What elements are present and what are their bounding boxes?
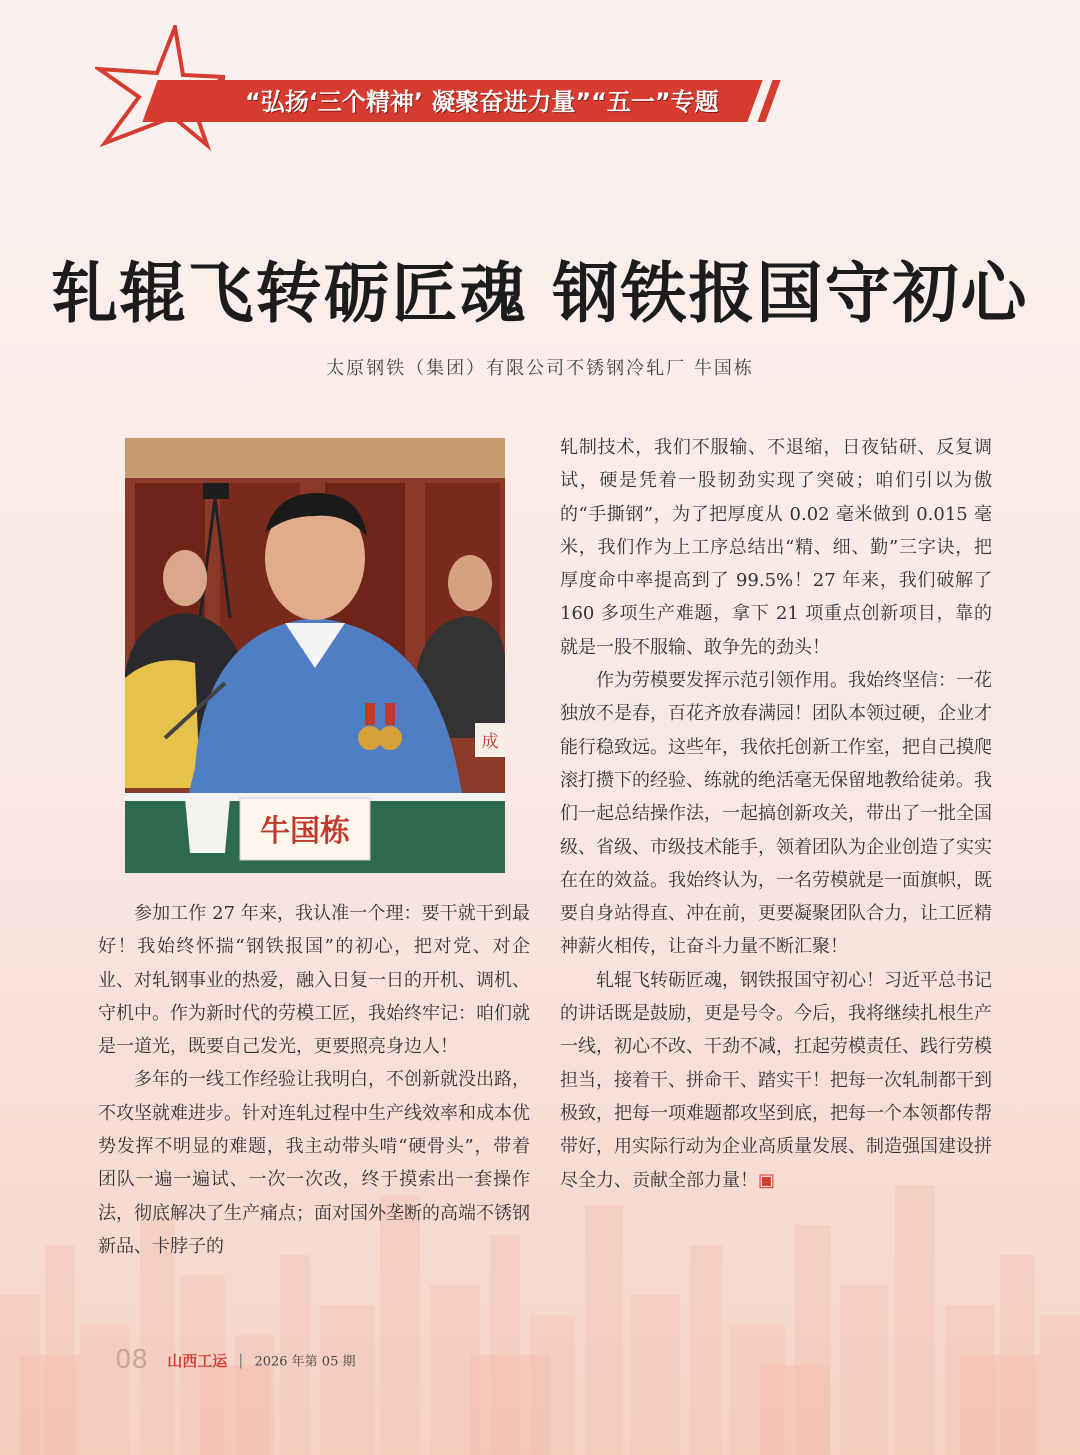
paragraph-continuation: 轧制技术，我们不服输、不退缩，日夜钻研、反复调试，硬是凭着一股韧劲实现了突破；咱们引以为傲的“手撕钢”，为了把厚度从 0.02 毫米做到 0.015 毫米，我们作为上工序总结出“精、细、勤”三字诀，把厚度命中率提高到了 99.5%！27 年来，我们破解了 160 多项生产难题，拿下 21 项重点创新项目，靠的就是一股不服输、敢争先的劲头！: [560, 437, 992, 658]
paragraph: 参加工作 27 年来，我认准一个理：要干就干到最好！我始终怀揣“钢铁报国”的初心，把对党、对企业、对轧钢事业的热爱，融入日复一日的开机、调机、守机中。作为新时代的劳模工匠，我始终牢记：咱们就是一道光，既要自己发光，更要照亮身边人！: [98, 903, 530, 1058]
issue-number: 2026 年第 05 期: [254, 1354, 356, 1370]
end-mark-icon: ▣: [758, 1169, 776, 1191]
page-number: 08: [115, 1345, 149, 1375]
paragraph: 多年的一线工作经验让我明白，不创新就没出路，不攻坚就难进步。针对连轧过程中生产线效率和成本优势发挥不明显的难题，我主动带头啃“硬骨头”，带着团队一遍一遍试、一次一次改，终于摸索出一套操作法，彻底解决了生产痛点；面对国外垄断的高端不锈钢新品、卡脖子的: [98, 1069, 530, 1257]
article-author: 太原钢铁（集团）有限公司不锈钢冷轧厂 牛国栋: [326, 358, 754, 379]
final-text: 轧辊飞转砺匠魂，钢铁报国守初心！习近平总书记的讲话既是鼓励，更是号令。今后，我将继续扎根生产一线，初心不改、干劲不减，扛起劳模责任、践行劳模担当，接着干、拼命干、踏实干！把每一次轧制都干到极致，把每一项难题都攻坚到底，把每一个本领都传帮带好，用实际行动为企业高质量发展、制造强国建设拼尽全力、贡献全部力量！: [560, 969, 992, 1191]
side-card-text: 成: [481, 732, 499, 752]
article-left-column: [98, 897, 530, 1263]
paragraph-final: [560, 964, 992, 1197]
article-title: 轧辊飞转砺匠魂 钢铁报国守初心: [51, 255, 1029, 332]
paragraph: 作为劳模要发挥示范引领作用。我始终坚信：一花独放不是春，百花齐放春满园！团队本领过硬，企业才能行稳致远。这些年，我依托创新工作室，把自己摸爬滚打攒下的经验、练就的绝活毫无保留地教给徒弟。我们一起总结操作法，一起搞创新攻关，带出了一批全国级、省级、市级技术能手，领着团队为企业创造了实实在在的效益。我始终认为，一名劳模就是一面旗帜，既要自身站得直、冲在前，更要凝聚团队合力，让工匠精神薪火相传，让奋斗力量不断汇聚！: [560, 670, 992, 958]
page-footer: [115, 1345, 355, 1381]
article-photo: [125, 438, 505, 873]
footer-separator: |: [238, 1351, 244, 1369]
topic-banner: [95, 25, 795, 155]
article-right-column: [560, 431, 992, 1197]
nameplate-text: 牛国栋: [260, 814, 350, 849]
magazine-name: 山西工运: [167, 1351, 228, 1370]
banner-title: “弘扬‘三个精神’ 凝聚奋进力量”“五一”专题: [245, 88, 719, 116]
